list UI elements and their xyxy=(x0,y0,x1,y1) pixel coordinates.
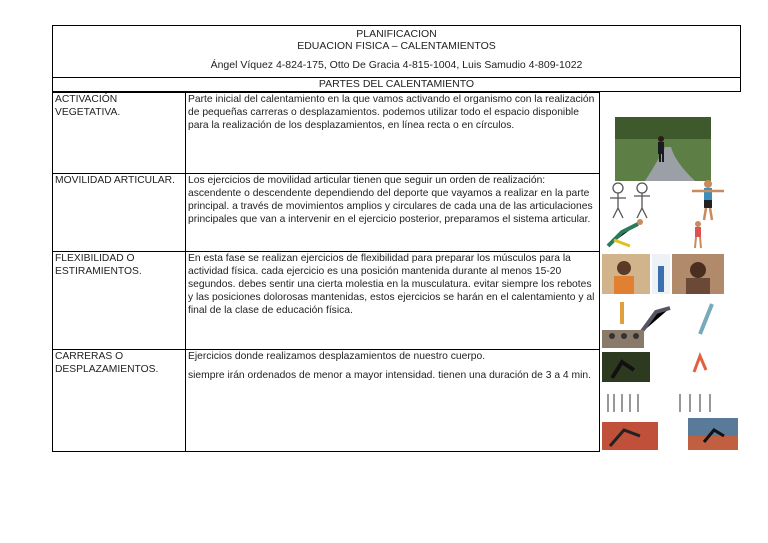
row-label: FLEXIBILIDAD O ESTIRAMIENTOS. xyxy=(53,252,186,350)
row-description xyxy=(186,174,600,252)
table-row xyxy=(53,93,741,174)
section-title: PARTES DEL CALENTAMIENTO xyxy=(52,78,741,92)
table-row xyxy=(53,350,741,452)
doc-title: PLANIFICACION xyxy=(356,28,437,40)
document-header xyxy=(52,25,741,78)
authors-line: Ángel Víquez 4-824-175, Otto De Gracia 4-815-1004, Luis Samudio 4-809-1022 xyxy=(210,59,583,71)
joint-mobility-figures xyxy=(600,174,740,251)
doc-subtitle: EDUACION FISICA – CALENTAMIENTOS xyxy=(297,40,496,52)
table-row xyxy=(53,252,741,350)
runner-path-photo xyxy=(615,117,711,181)
image-cell xyxy=(600,174,741,252)
table-row xyxy=(53,174,741,252)
row-label: MOVILIDAD ARTICULAR. xyxy=(53,174,186,252)
desc-text: siempre irán ordenados de menor a mayor intensidad. tienen una duración de 3 a 4 min. xyxy=(188,370,591,381)
row-label: CARRERAS O DESPLAZAMIENTOS. xyxy=(53,350,186,452)
stretching-photos xyxy=(600,252,740,349)
document xyxy=(52,25,741,452)
image-cell xyxy=(600,350,741,452)
row-description xyxy=(186,350,600,452)
desc-text: Los ejercicios de movilidad articular tienen que seguir un orden de realización: ascendente o descendente dependiendo del deporte que vayamos a realizar en la parte principal. a través de movimientos amplios y circulares de cada una de las articulaciones principales que van a intervenir en el ejercicio posterior, preparamos el sistema articular. xyxy=(188,175,593,225)
warmup-table xyxy=(52,92,741,452)
image-cell xyxy=(600,93,741,174)
desc-text: Parte inicial del calentamiento en la que vamos activando el organismo con la realización de pequeñas carreras o desplazamientos. podemos utilizar todo el espacio disponible para la realización de los desplazamientos, en línea recta o en círculos. xyxy=(188,94,595,131)
image-cell xyxy=(600,252,741,350)
row-description xyxy=(186,93,600,174)
running-photos xyxy=(600,350,740,451)
row-description xyxy=(186,252,600,350)
desc-text: En esta fase se realizan ejercicios de flexibilidad para preparar los músculos para la actividad física. cada ejercicio es una posición mantenida durante al menos 15-20 segundos. debes sentir una cierta molestia en la musculatura. evitar siempre los rebotes y las posiciones dolorosas mantenidas, estos ejercicios se harán en el calentamiento y al final de la clase de educación física. xyxy=(188,253,595,316)
row-label: ACTIVACIÓN VEGETATIVA. xyxy=(53,93,186,174)
desc-text: Ejercicios donde realizamos desplazamientos de nuestro cuerpo. xyxy=(188,351,486,362)
